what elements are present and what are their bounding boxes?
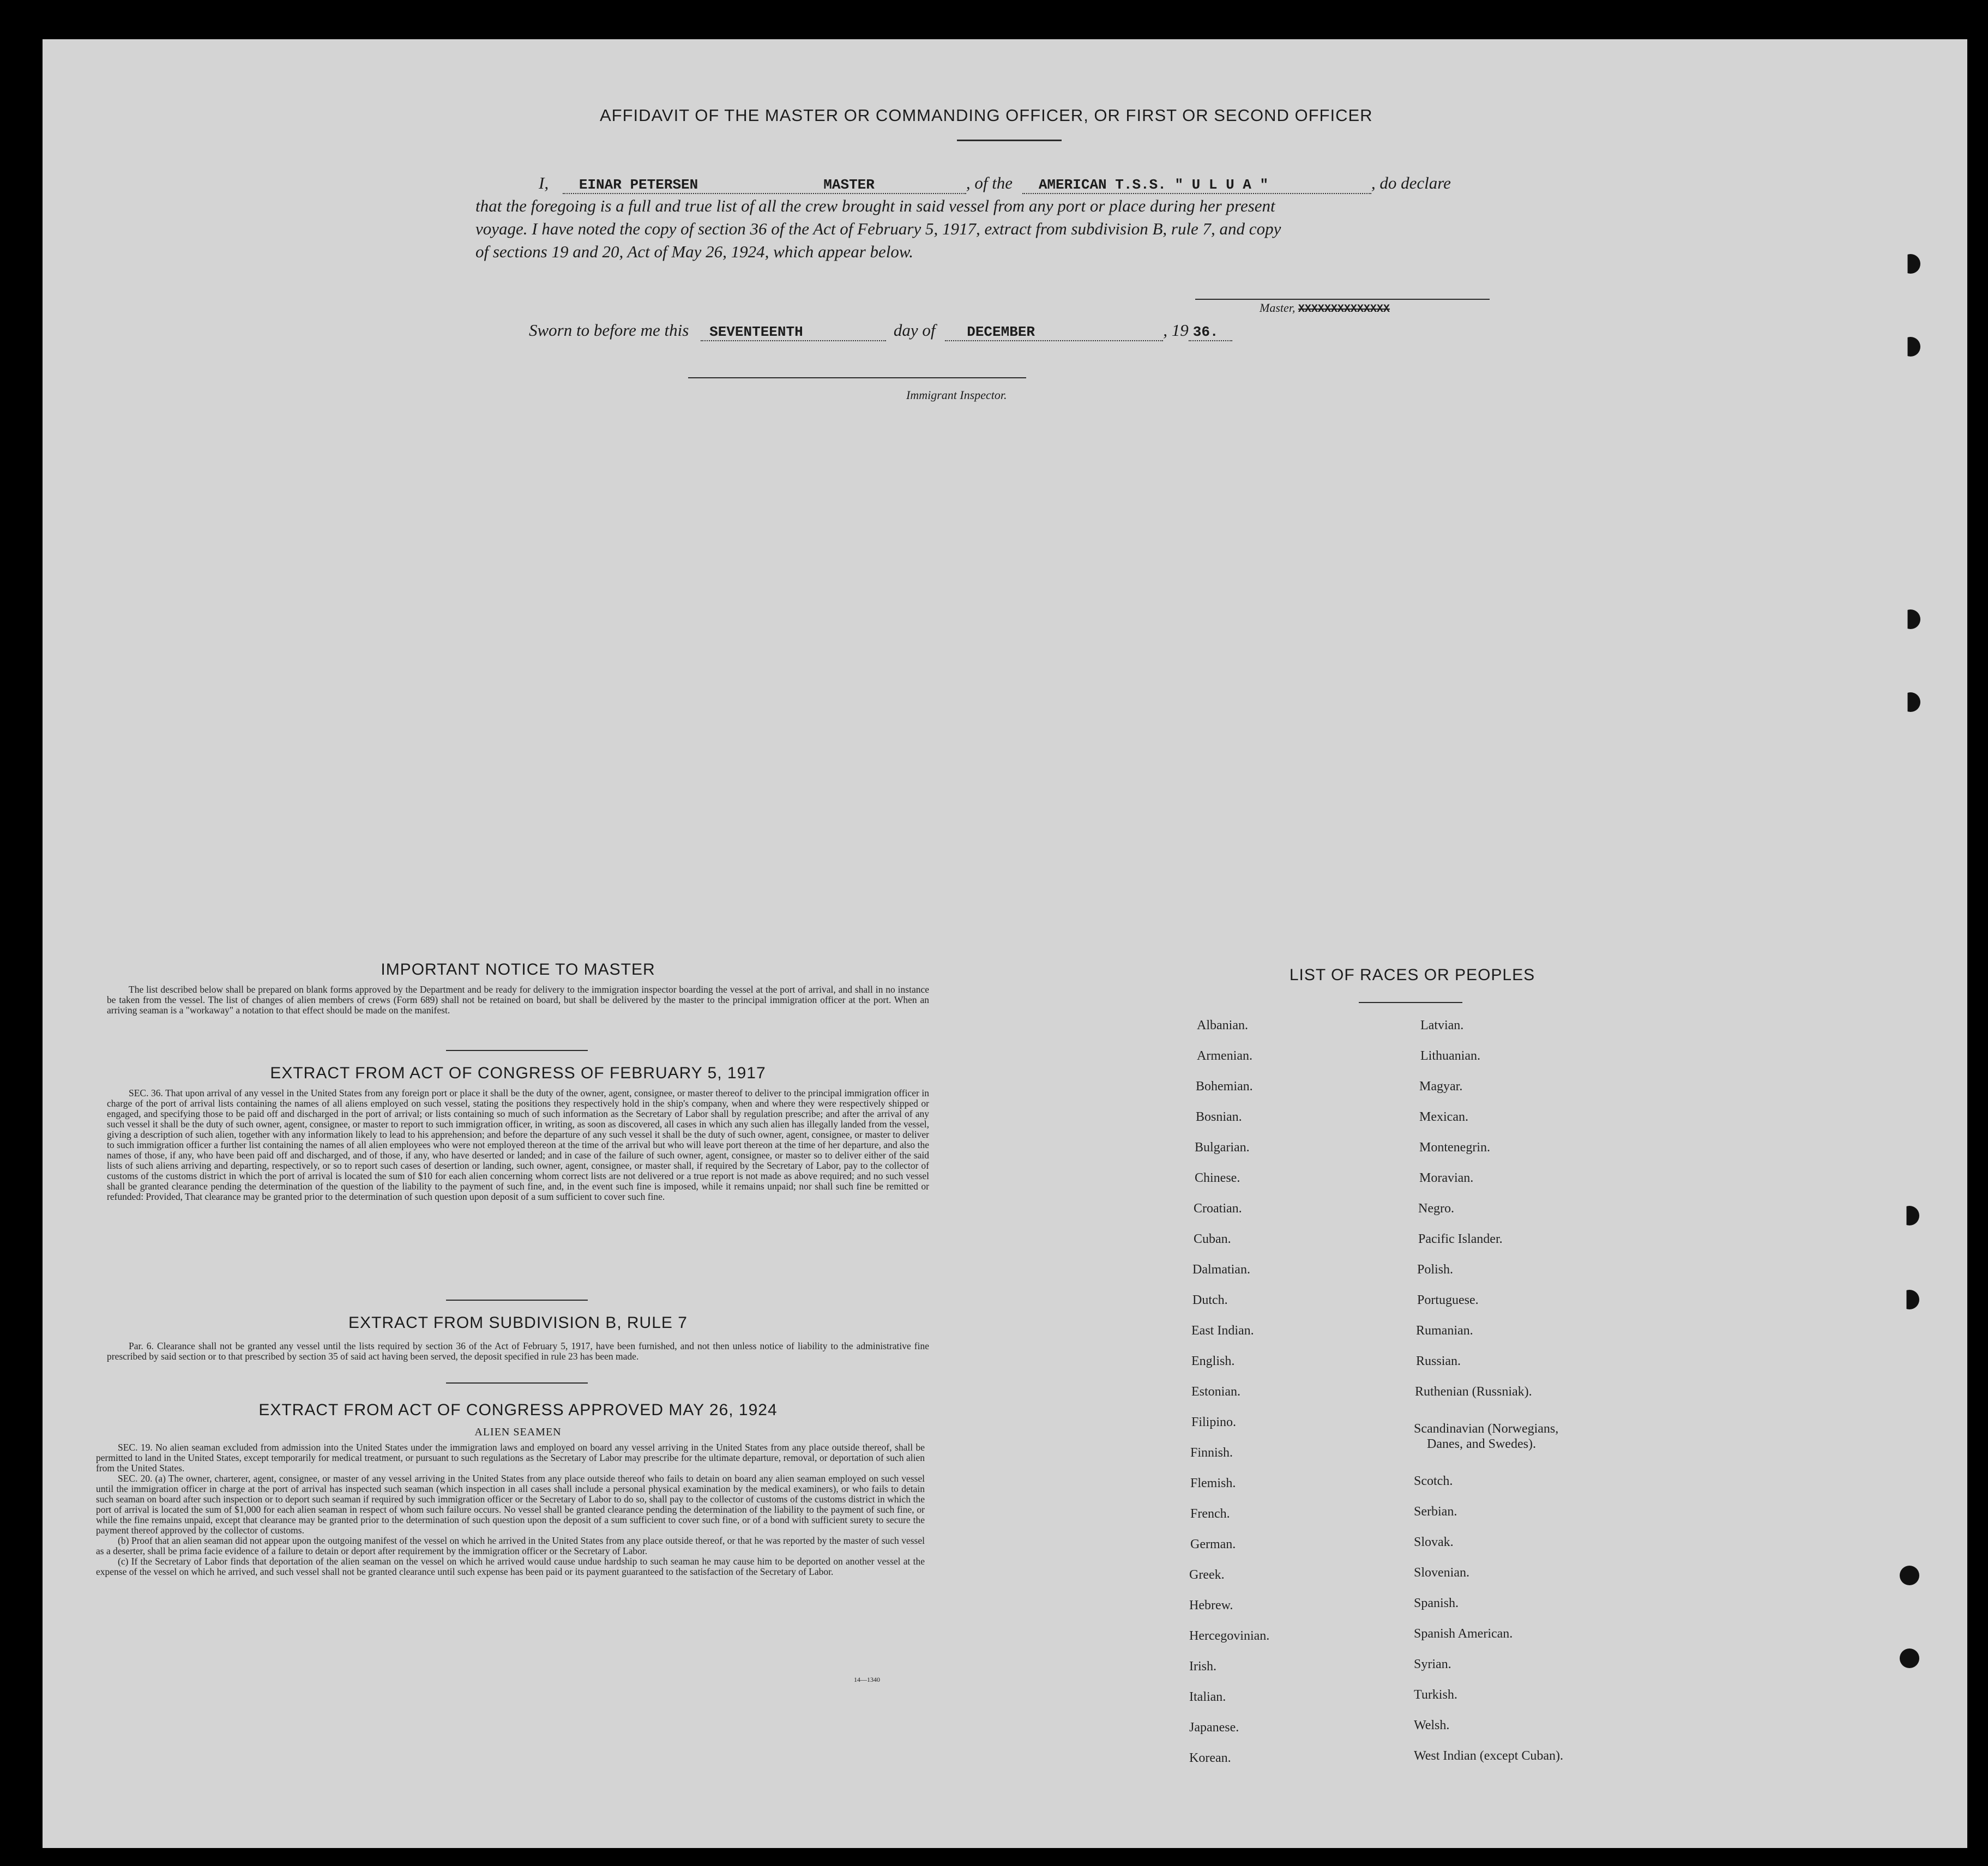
race-right-item: Turkish. bbox=[1414, 1688, 1457, 1702]
punch-hole bbox=[1901, 609, 1920, 629]
race-left-item: Filipino. bbox=[1191, 1415, 1237, 1429]
race-right-item: Magyar. bbox=[1419, 1079, 1463, 1094]
race-left-item: Hercegovinian. bbox=[1189, 1629, 1270, 1643]
subdivision-b-rule bbox=[446, 1382, 588, 1384]
race-left-item: Finnish. bbox=[1190, 1446, 1233, 1460]
punch-hole bbox=[1900, 1566, 1919, 1585]
punch-hole bbox=[1900, 1648, 1919, 1668]
race-right-item: West Indian (except Cuban). bbox=[1414, 1749, 1563, 1763]
vessel-field bbox=[1022, 177, 1371, 194]
alien-seamen-subtitle: ALIEN SEAMEN bbox=[474, 1426, 562, 1438]
year-prefix: , 19 bbox=[1163, 321, 1189, 340]
race-right-item: Slovak. bbox=[1414, 1535, 1454, 1549]
form-number: 14—1340 bbox=[854, 1676, 880, 1683]
race-right-item: Pacific Islander. bbox=[1418, 1232, 1503, 1246]
race-right-item: Danes, and Swedes). bbox=[1427, 1437, 1536, 1451]
inspector-signature-line bbox=[688, 377, 1026, 378]
notice-title: IMPORTANT NOTICE TO MASTER bbox=[381, 961, 655, 979]
race-right-item: Latvian. bbox=[1420, 1018, 1464, 1032]
race-left-item: Italian. bbox=[1189, 1690, 1226, 1704]
race-left-item: Hebrew. bbox=[1189, 1598, 1233, 1613]
race-left-item: Dutch. bbox=[1192, 1293, 1228, 1307]
race-right-item: Scotch. bbox=[1414, 1474, 1453, 1488]
race-right-item: Russian. bbox=[1416, 1354, 1461, 1368]
notice-rule bbox=[446, 1050, 588, 1051]
sworn-prefix: Sworn to before me this bbox=[529, 321, 689, 340]
punch-hole bbox=[1900, 1290, 1919, 1309]
subdivision-b-title: EXTRACT FROM SUBDIVISION B, RULE 7 bbox=[348, 1314, 688, 1332]
race-right-item: Moravian. bbox=[1419, 1171, 1474, 1185]
punch-hole bbox=[1900, 1206, 1919, 1225]
race-left-item: Chinese. bbox=[1195, 1171, 1240, 1185]
par-6-paragraph: Par. 6. Clearance shall not be granted any vessel until the lists required by section 36 of the Act of February 5, 1917, have been furnished, and not then unless notice of liability to the administrative fine prescribed by said section or to that prescribed by section 35 of said act having been served, the deposit specified in rule 23 has been made. bbox=[107, 1340, 929, 1362]
year-value: 36. bbox=[1192, 324, 1219, 340]
month-field bbox=[945, 324, 1163, 341]
day-of-label: day of bbox=[893, 321, 936, 340]
race-left-item: Bohemian. bbox=[1196, 1079, 1253, 1094]
punch-hole bbox=[1901, 692, 1920, 712]
master-name: EINAR PETERSEN bbox=[579, 177, 698, 193]
notice-paragraph: The list described below shall be prepared on blank forms approved by the Department and be ready for delivery to the immigration inspector boarding the vessel at the port of arrival, and shall in no instance be taken from the vessel. The list of changes of alien members of crews (Form 689) shall not be retained on board, but shall be delivered by the master to the principal immigration officer at the port. When an arriving seaman is a "workaway" a notation to that effect should be made on the manifest. bbox=[107, 984, 929, 1016]
punch-hole bbox=[1901, 254, 1920, 274]
punch-hole bbox=[1901, 337, 1920, 357]
sworn-line bbox=[529, 321, 1232, 341]
of-the-label: , of the bbox=[966, 173, 1013, 192]
affidavit-line-2: that the foregoing is a full and true list of all the crew brought in said vessel from any port or place during her present bbox=[475, 196, 1275, 215]
race-right-item: Serbian. bbox=[1414, 1505, 1457, 1519]
master-rank: MASTER bbox=[823, 177, 875, 193]
do-declare-label: , do declare bbox=[1371, 173, 1451, 192]
subdivision-b-text bbox=[107, 1341, 929, 1362]
races-rule bbox=[1359, 1002, 1462, 1003]
notice-text bbox=[107, 985, 929, 1016]
race-left-item: Estonian. bbox=[1191, 1385, 1240, 1399]
race-right-item: Mexican. bbox=[1419, 1110, 1468, 1124]
race-left-item: Bosnian. bbox=[1196, 1110, 1242, 1124]
race-right-item: Ruthenian (Russniak). bbox=[1415, 1385, 1532, 1399]
race-right-item: Welsh. bbox=[1414, 1718, 1450, 1732]
race-right-item: Syrian. bbox=[1414, 1657, 1451, 1671]
extract-1917-rule bbox=[446, 1300, 588, 1301]
sec-36-paragraph: SEC. 36. That upon arrival of any vessel in the United States from any foreign port or place it shall be the duty of the owner, agent, consignee, or master thereof to deliver to the principal immigration officer in charge of the port of arrival lists containing the names of all aliens employed on such vessel, stating the positions they respectively hold in the ship's company, when and where they were respectively shipped or engaged, and specifying those to be paid off and discharged in the port of arrival; or lists containing so much of such information as the Secretary of Labor shall by regulation prescribe; and after the arrival of any such vessel it shall be the duty of such owner, agent, consignee, or master to report to such immigration officer, in writing, as soon as discovered, all cases in which any such alien has illegally landed from the vessel, giving a description of such alien, together with any information likely to lead to his apprehension; and before the departure of any such vessel it shall be the duty of such owner, agent, consignee, or master to deliver to such immigration officer a further list containing the names of all alien employees who were not employed thereon at the time of the arrival but who will leave port thereon at the time of her departure, and also the names of those, if any, who have been paid off and discharged, and of those, if any, who have deserted or landed; and in case of the failure of such owner, agent, consignee, or master so to deliver either of the said lists of such aliens arriving and departing, respectively, or so to report such cases of desertion or landing, such owner, agent, consignee, or master shall, if required by the Secretary of Labor, pay to the collector of customs of the customs district in which the port of arrival is located the sum of $10 for each alien concerning whom correct lists are not delivered or a true report is not made as above required; and no such vessel shall be granted clearance pending the determination of the question of the liability to the payment of such fine, and, in the event such fine is imposed, while it remains unpaid; nor shall such fine be remitted or refunded: Provided, That clearance may be granted prior to the determination of such question upon deposit of a sum sufficient to cover such fine. bbox=[107, 1088, 929, 1202]
master-struck-text: XXXXXXXXXXXXXX bbox=[1298, 303, 1390, 316]
race-right-item: Montenegrin. bbox=[1419, 1140, 1490, 1155]
title-rule bbox=[957, 140, 1062, 141]
race-right-item: Lithuanian. bbox=[1420, 1049, 1480, 1063]
affidavit-line-1 bbox=[539, 173, 1451, 194]
race-left-item: Japanese. bbox=[1189, 1720, 1239, 1735]
race-right-item: Spanish. bbox=[1414, 1596, 1459, 1610]
race-right-item: Polish. bbox=[1417, 1263, 1454, 1277]
race-left-item: Bulgarian. bbox=[1195, 1140, 1250, 1155]
race-right-item: Slovenian. bbox=[1414, 1566, 1469, 1580]
race-left-item: French. bbox=[1190, 1507, 1230, 1521]
race-left-item: Irish. bbox=[1189, 1659, 1216, 1674]
affidavit-line-4: of sections 19 and 20, Act of May 26, 1924, which appear below. bbox=[475, 242, 914, 261]
master-signature-line bbox=[1195, 299, 1490, 300]
day-value: SEVENTEENTH bbox=[709, 324, 803, 340]
extract-1924-title: EXTRACT FROM ACT OF CONGRESS APPROVED MAY 26, 1924 bbox=[258, 1401, 778, 1419]
day-field bbox=[701, 324, 886, 341]
month-value: DECEMBER bbox=[967, 324, 1035, 340]
race-left-item: English. bbox=[1191, 1354, 1235, 1368]
sec-20b-paragraph: (b) Proof that an alien seaman did not appear upon the outgoing manifest of the vessel on which he arrived in the United States from any place outside thereof, or that he was reported by the master of such vessel as a deserter, shall be prima facie evidence of a failure to detain or deport after requirement by the immigration officer or the Secretary of Labor. bbox=[96, 1535, 925, 1556]
inspector-label: Immigrant Inspector. bbox=[906, 388, 1007, 402]
race-left-item: Armenian. bbox=[1197, 1049, 1252, 1063]
sec-19-paragraph: SEC. 19. No alien seaman excluded from admission into the United States under the immigration laws and employed on board any vessel arriving in the United States from any place outside thereof, shall be permitted to land in the United States, except temporarily for medical treatment, or pursuant to such regulations as the Secretary of Labor may prescribe for the ultimate departure, removal, or deportation of such alien from the United States. bbox=[96, 1442, 925, 1474]
race-left-item: Albanian. bbox=[1197, 1018, 1248, 1032]
race-left-item: East Indian. bbox=[1191, 1324, 1254, 1338]
master-label: Master, bbox=[1260, 301, 1296, 315]
race-left-item: Dalmatian. bbox=[1192, 1263, 1250, 1277]
race-left-item: German. bbox=[1190, 1537, 1236, 1551]
race-left-item: Flemish. bbox=[1190, 1476, 1236, 1490]
race-left-item: Greek. bbox=[1189, 1568, 1225, 1582]
vessel-name: AMERICAN T.S.S. " U L U A " bbox=[1038, 177, 1269, 193]
affidavit-i: I, bbox=[539, 173, 549, 192]
extract-1917-title: EXTRACT FROM ACT OF CONGRESS OF FEBRUARY 5, 1917 bbox=[270, 1064, 766, 1082]
master-signature-caption bbox=[1260, 301, 1390, 316]
race-right-item: Scandinavian (Norwegians, bbox=[1414, 1422, 1559, 1436]
sec-20a-paragraph: SEC. 20. (a) The owner, charterer, agent, consignee, or master of any vessel arriving in the United States from any place outside thereof who fails to detain on board any alien seaman employed on such vessel until the immigration officer in charge at the port of arrival has inspected such seaman (which inspection in all cases shall include a personal physical examination by the medical examiners), or who fails to detain such seaman on board after such inspection or to deport such seaman if required by such immigration officer or the Secretary of Labor to do so, shall pay to the collector of customs of the customs district in which the port of arrival is located the sum of $1,000 for each alien seaman in respect of whom such failure occurs. No vessel shall be granted clearance pending the determination of the liability to the payment of such fine, or while the fine remains unpaid, except that clearance may be granted prior to the determination of such question upon the deposit of a sum sufficient to cover such fine, or of a bond with sufficient surety to secure the payment thereof approved by the collector of customs. bbox=[96, 1473, 925, 1536]
race-right-item: Rumanian. bbox=[1416, 1324, 1473, 1338]
race-left-item: Korean. bbox=[1189, 1751, 1231, 1765]
year-field bbox=[1189, 324, 1232, 341]
extract-1917-text bbox=[107, 1088, 929, 1202]
master-name-field bbox=[563, 177, 966, 194]
extract-1924-text bbox=[96, 1442, 925, 1577]
sec-20c-paragraph: (c) If the Secretary of Labor finds that deportation of the alien seaman on the vessel on which he arrived would cause undue hardship to such seaman he may cause him to be deported on another vessel at the expense of the vessel on which he arrived, and such vessel shall not be granted clearance until such expense has been paid or its payment guaranteed to the satisfaction of the Secretary of Labor. bbox=[96, 1556, 925, 1577]
race-right-item: Negro. bbox=[1418, 1201, 1454, 1216]
race-right-item: Spanish American. bbox=[1414, 1627, 1513, 1641]
race-left-item: Cuban. bbox=[1194, 1232, 1231, 1246]
races-title: LIST OF RACES OR PEOPLES bbox=[1289, 966, 1535, 984]
race-left-item: Croatian. bbox=[1194, 1201, 1242, 1216]
affidavit-line-3: voyage. I have noted the copy of section 36 of the Act of February 5, 1917, extract from subdivision B, rule 7, and copy bbox=[475, 219, 1281, 238]
race-right-item: Portuguese. bbox=[1417, 1293, 1479, 1307]
affidavit-title: AFFIDAVIT OF THE MASTER OR COMMANDING OFFICER, OR FIRST OR SECOND OFFICER bbox=[600, 106, 1373, 125]
